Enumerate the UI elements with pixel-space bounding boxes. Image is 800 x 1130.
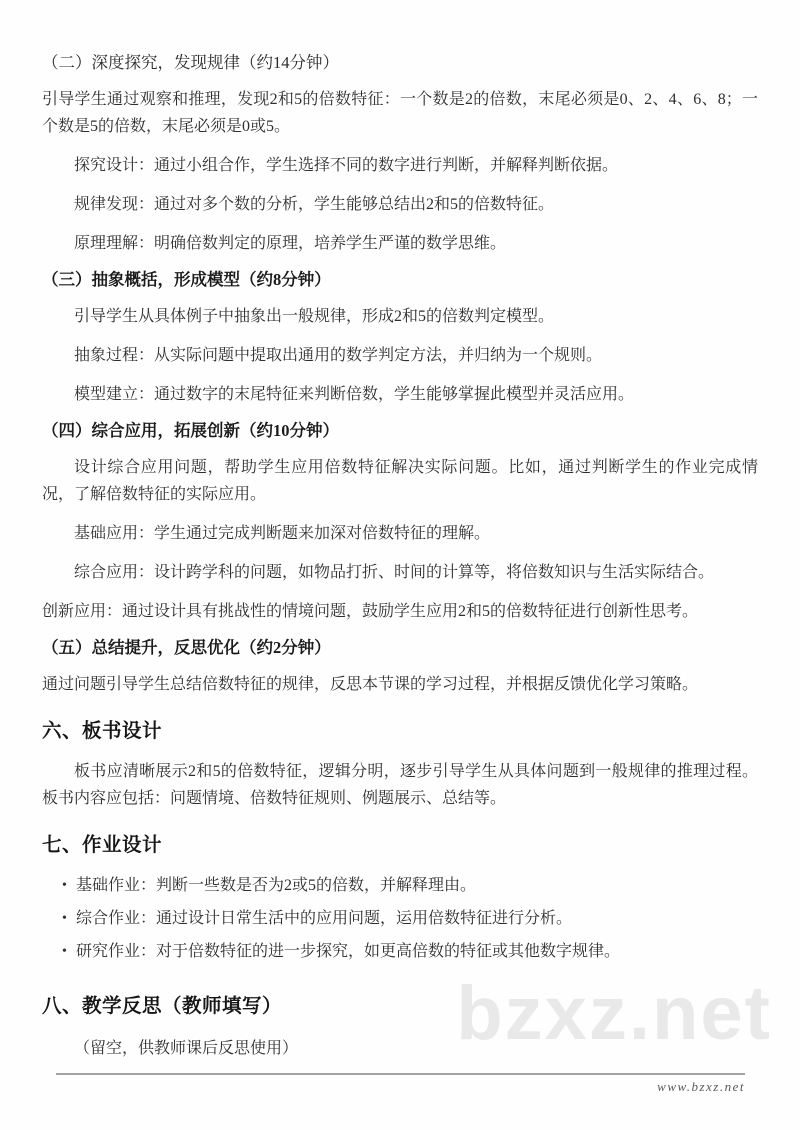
watermark-text: bzxz.net xyxy=(456,971,772,1056)
paragraph-abstraction-process: 抽象过程：从实际问题中提取出通用的数学判定方法，并归纳为一个规则。 xyxy=(74,347,603,364)
paragraph-intro-4: 设计综合应用问题，帮助学生应用倍数特征解决实际问题。比如，通过判断学生的作业完成情况，了解倍数特征的实际应用。 xyxy=(42,459,758,503)
chapter-heading-board-design: 六、板书设计 xyxy=(42,721,163,742)
homework-item-comprehensive-text: 综合作业：通过设计日常生活中的应用问题，运用倍数特征进行分析。 xyxy=(76,910,573,927)
paragraph-intro-2: 引导学生通过观察和推理，发现2和5的倍数特征：一个数是2的倍数，末尾必须是0、2、4、6、8；一个数是5的倍数，末尾必须是0或5。 xyxy=(42,91,758,135)
paragraph-exploration-design: 探究设计：通过小组合作，学生选择不同的数字进行判断，并解释判断依据。 xyxy=(74,157,619,174)
chapter-heading-teaching-reflection: 八、教学反思（教师填写） xyxy=(42,996,283,1017)
paragraph-basic-application: 基础应用：学生通过完成判断题来加深对倍数特征的理解。 xyxy=(74,525,491,542)
section-heading-5: （五）总结提升，反思优化（约2分钟） xyxy=(42,638,331,657)
section-heading-4: （四）综合应用，拓展创新（约10分钟） xyxy=(42,421,339,440)
paragraph-reflection-placeholder: （留空，供教师课后反思使用） xyxy=(74,1040,299,1057)
paragraph-principle-understanding: 原理理解：明确倍数判定的原理，培养学生严谨的数学思维。 xyxy=(74,235,507,252)
homework-item-research-text: 研究作业：对于倍数特征的进一步探究，如更高倍数的特征或其他数字规律。 xyxy=(76,943,621,960)
bullet-icon: • xyxy=(62,911,67,926)
footer-divider xyxy=(56,1073,745,1075)
chapter-heading-homework-design: 七、作业设计 xyxy=(42,835,163,856)
bullet-icon: • xyxy=(62,944,67,959)
homework-item-research xyxy=(42,938,758,965)
paragraph-intro-3: 引导学生从具体例子中抽象出一般规律，形成2和5的倍数判定模型。 xyxy=(74,308,555,325)
document-content xyxy=(42,50,758,1074)
paragraph-model-building: 模型建立：通过数字的末尾特征来判断倍数，学生能够掌握此模型并灵活应用。 xyxy=(74,386,635,403)
paragraph-rule-discovery: 规律发现：通过对多个数的分析，学生能够总结出2和5的倍数特征。 xyxy=(74,196,555,213)
section-heading-2: （二）深度探究，发现规律（约14分钟） xyxy=(42,53,339,72)
homework-item-basic xyxy=(42,872,758,899)
paragraph-innovative-application: 创新应用：通过设计具有挑战性的情境问题，鼓励学生应用2和5的倍数特征进行创新性思考。 xyxy=(42,603,699,620)
homework-item-basic-text: 基础作业：判断一些数是否为2或5的倍数，并解释理由。 xyxy=(76,877,477,894)
homework-item-comprehensive xyxy=(42,905,758,932)
paragraph-board-design: 板书应清晰展示2和5的倍数特征，逻辑分明，逐步引导学生从具体问题到一般规律的推理过程。板书内容应包括：问题情境、倍数特征规则、例题展示、总结等。 xyxy=(42,763,758,807)
paragraph-comprehensive-application: 综合应用：设计跨学科的问题，如物品打折、时间的计算等，将倍数知识与生活实际结合。 xyxy=(74,564,715,581)
bullet-icon: • xyxy=(62,878,67,893)
footer-url: www.bzxz.net xyxy=(657,1079,745,1094)
paragraph-summary-reflection: 通过问题引导学生总结倍数特征的规律，反思本节课的学习过程，并根据反馈优化学习策略。 xyxy=(42,676,699,693)
section-heading-3: （三）抽象概括，形成模型（约8分钟） xyxy=(42,270,331,289)
